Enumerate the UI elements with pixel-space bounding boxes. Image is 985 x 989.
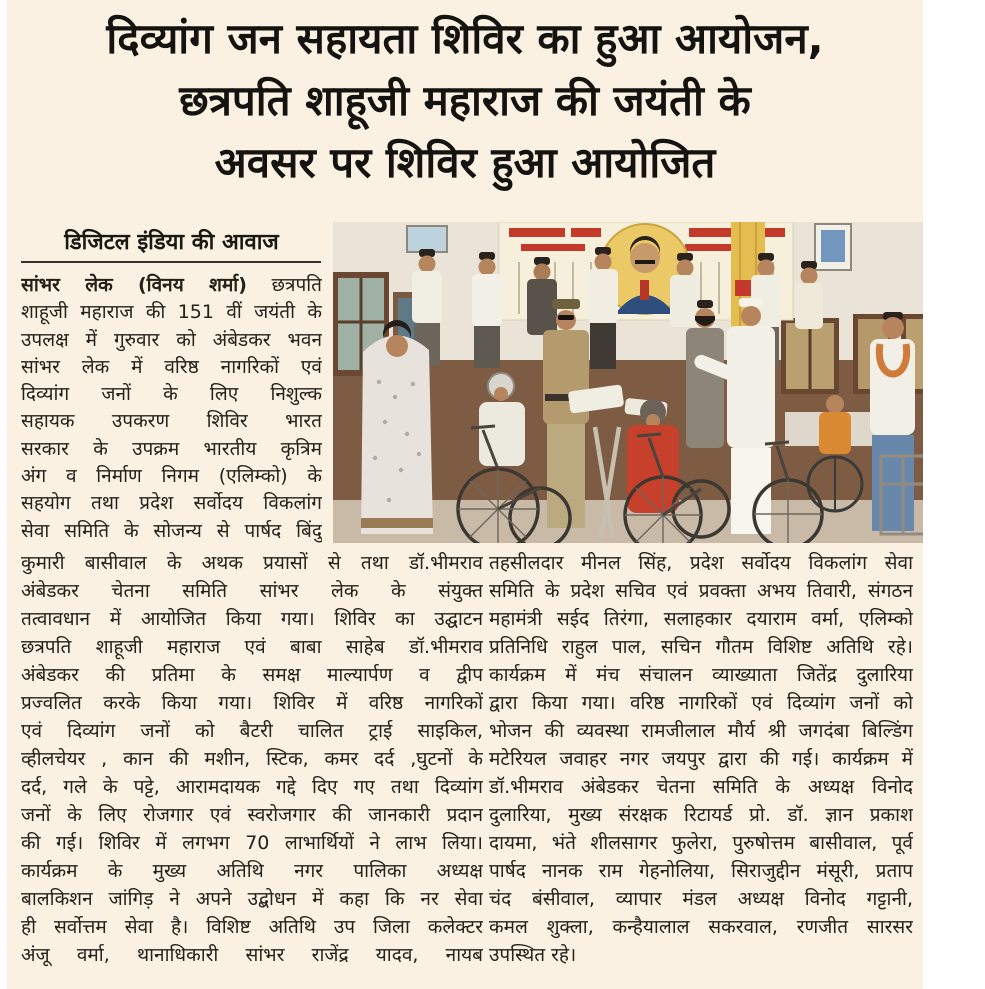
article-text-line: समिति के प्रदेश सचिव एवं प्रवक्ता अभय तिवारी, संगठन	[489, 580, 913, 602]
article-text-line: महामंत्री सईद तिरंगा, सलाहकार दयाराम वर्मा, एलिम्को	[489, 608, 913, 630]
man-with-garland	[870, 312, 915, 531]
woman-in-sari	[361, 320, 433, 534]
article-text-line: कार्यक्रम के मुख्य अतिथि नगर पालिका अध्यक्ष	[21, 860, 483, 882]
article-text-line: उपलक्ष में गुरुवार को अंबेडकर भवन	[21, 328, 322, 351]
lead-continuation: छत्रपति	[246, 274, 322, 296]
article-text-line: प्रज्वलित करके किया गया। शिविर में वरिष्ठ नागरिकों	[21, 692, 483, 714]
article-text-line: कमल शुक्ला, कन्हैयालाल सकरवाल, रणजीत सारसर	[489, 916, 913, 938]
article-text-line: अंबेडकर चेतना समिति सांभर लेक के संयुक्त	[21, 580, 483, 602]
article-text-line: सेवा समिति के सोजन्य से पार्षद बिंदु	[21, 519, 322, 542]
article-text-line: एवं दिव्यांग जनों को बैटरी चालित ट्राई साइकिल,	[21, 720, 483, 742]
newspaper-clipping	[7, 0, 923, 989]
article-text-line: बालकिशन जांगिड़ ने अपने उद्बोधन में कहा कि नर सेवा	[21, 888, 483, 910]
article-text-line: सरकार के उपक्रम भारतीय कृत्रिम	[21, 437, 322, 460]
headline-line: अवसर पर शिविर हुआ आयोजित	[214, 138, 716, 187]
headline	[7, 8, 923, 194]
article-text-line: भोजन की व्यवस्था रामजीलाल मौर्य श्री जगदंबा बिल्डिंग	[489, 720, 913, 742]
article-text-line: अंबेडकर की प्रतिमा के समक्ष माल्यार्पण व द्वीप	[21, 664, 483, 686]
article-text-line: शाहूजी महाराज की 151 वीं जयंती के	[21, 301, 322, 324]
article-text-line: सहयोग तथा प्रदेश सर्वोदय विकलांग	[21, 492, 322, 515]
article-text-line: दिव्यांग जनों के लिए निशुल्क	[21, 383, 322, 406]
article-column-narrow	[21, 272, 322, 545]
article-text-line: ही सर्वोत्तम सेवा है। विशिष्ट अतिथि उप जिला कलेक्टर	[21, 916, 483, 938]
article-text-line: प्रतिनिधि राहुल पाल, सचिन गौतम विशिष्ट अतिथि रहे।	[489, 636, 913, 658]
article-text-line: डॉ.भीमराव अंबेडकर चेतना समिति के अध्यक्ष विनोद	[489, 776, 913, 798]
wall-frame-left	[407, 226, 447, 252]
article-lead-line	[21, 272, 322, 299]
article-text-line: दायमा, भंते शीलसागर फुलेरा, पुरुषोत्तम बासीवाल, पूर्व	[489, 832, 913, 854]
article-text-line: पार्षद नानक राम गेहनोलिया, सिराजुद्दीन मंसूरी, प्रताप	[489, 860, 913, 882]
article-text-line: मटेरियल जवाहर नगर जयपुर द्वारा की गई। कार्यक्रम में	[489, 748, 913, 770]
article-text-line: सहायक उपकरण शिविर भारत	[21, 410, 322, 433]
news-photo-illustration	[333, 222, 923, 543]
article-text-line: दुलारिया, मुख्य संरक्षक रिटायर्ड प्रो. डॉ. ज्ञान प्रकाश	[489, 804, 913, 826]
article-text-line: अंजू वर्मा, थानाधिकारी सांभर राजेंद्र यादव, नायब	[21, 944, 483, 966]
article-text-line: तहसीलदार मीनल सिंह, प्रदेश सर्वोदय विकलांग सेवा	[489, 552, 913, 574]
article-text-line: कुमारी बासीवाल के अथक प्रयासों से तथा डॉ.भीमराव	[21, 552, 483, 574]
byline-divider	[21, 261, 321, 263]
article-text-line: की गई। शिविर में लगभग 70 लाभार्थियों ने लाभ लिया।	[21, 832, 483, 854]
article-text-line: दर्द, गले के पट्टे, आरामदायक गद्दे दिए गए तथा दिव्यांग	[21, 776, 483, 798]
headline-line: दिव्यांग जन सहायता शिविर का हुआ आयोजन,	[106, 14, 824, 63]
article-text-line: तत्वावधान में आयोजित किया गया। शिविर का उद्घाटन	[21, 608, 483, 630]
article-text-line: अंग व निर्माण निगम (एलिम्को) के	[21, 465, 322, 488]
article-text-line: चंद बंसीवाल, व्यापार मंडल अध्यक्ष विनोद गट्टानी,	[489, 888, 913, 910]
article-text-line: उपस्थित रहे।	[489, 944, 577, 966]
article-text-line: द्वारा किया गया। वरिष्ठ नागरिकों एवं दिव्यांग जनों को	[489, 692, 913, 714]
article-column-left	[21, 549, 483, 973]
article-text-line: कार्यक्रम में मंच संचालन व्याख्याता जितेंद्र दुलारिया	[489, 664, 913, 686]
framed-picture	[815, 224, 851, 270]
headline-line: छत्रपति शाहूजी महाराज की जयंती के	[179, 76, 751, 125]
article-text-line: जनों के लिए रोजगार एवं स्वरोजगार की जानकारी प्रदान	[21, 804, 483, 826]
news-photo	[333, 222, 923, 543]
byline: डिजिटल इंडिया की आवाज	[64, 230, 279, 255]
article-text-line: व्हीलचेयर , कान की मशीन, स्टिक, कमर दर्द ,घुटनों के	[21, 748, 483, 770]
article-column-right	[489, 549, 913, 973]
police-officer	[543, 299, 589, 528]
dateline-author: सांभर लेक (विनय शर्मा)	[21, 274, 247, 296]
article-text-line: सांभर लेक में वरिष्ठ नागरिकों एवं	[21, 355, 322, 378]
article-text-line: छत्रपति शाहूजी महाराज एवं बाबा साहेब डॉ.भीमराव	[21, 636, 483, 658]
